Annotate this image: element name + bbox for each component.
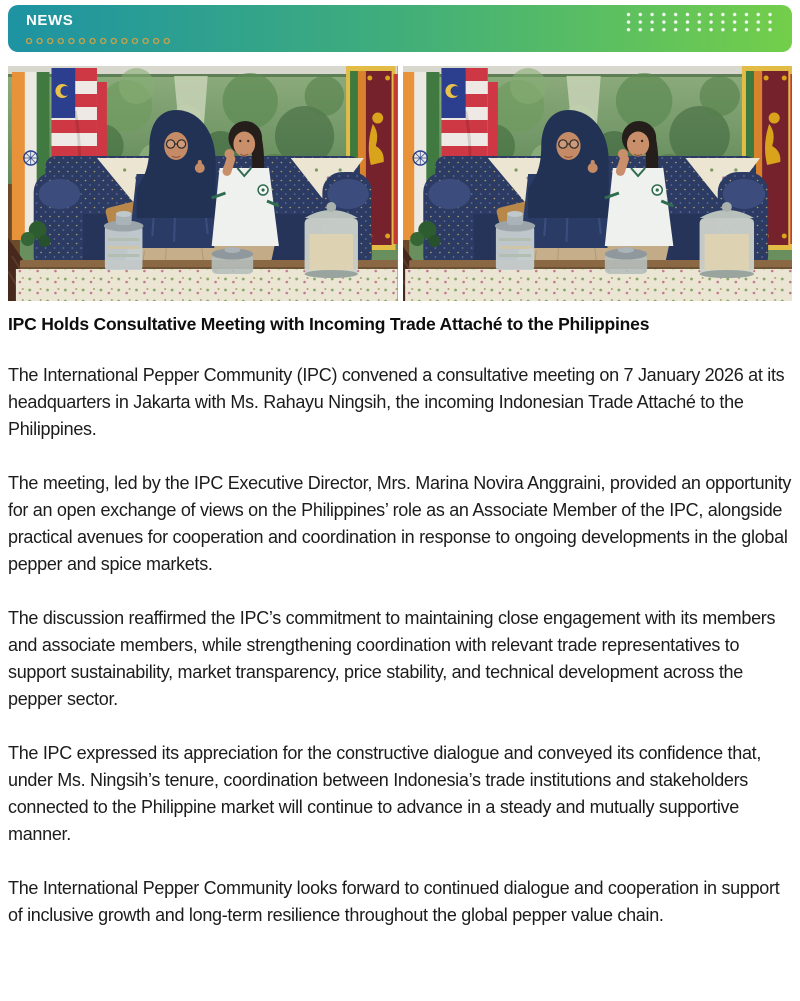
banner-ring-dots (24, 36, 174, 46)
meeting-photo-left (8, 66, 398, 301)
article-paragraph-5: The International Pepper Community looks forward to continued dialogue and cooperation in support of inclusive growth and long-term resilience throughout the global pepper value chain. (8, 878, 780, 925)
article-paragraph-1: The International Pepper Community (IPC) convened a consultative meeting on 7 January 2026 at its headquarters in Jakarta with Ms. Rahayu Ningsih, the incoming Indonesian Trade Attaché to the Philippines. (8, 365, 785, 439)
news-article (0, 313, 800, 929)
banner-dot-grid (626, 12, 778, 35)
news-banner (8, 5, 792, 52)
article-headline: IPC Holds Consultative Meeting with Incoming Trade Attaché to the Philippines (8, 314, 650, 334)
photo-row (8, 66, 792, 301)
article-paragraph-4: The IPC expressed its appreciation for the constructive dialogue and conveyed its confidence that, under Ms. Ningsih’s tenure, coordination between Indonesia’s trade institutions and stakeholders connected to the Philippine market will continue to advance in a steady and mutually supportive manner. (8, 743, 762, 844)
article-paragraph-3: The discussion reaffirmed the IPC’s commitment to maintaining close engagement with its members and associate members, while strengthening coordination with relevant trade representatives to support sustainability, market transparency, price stability, and technical development across the pepper sector. (8, 608, 776, 709)
news-banner-label: NEWS (26, 12, 74, 29)
article-paragraph-2: The meeting, led by the IPC Executive Director, Mrs. Marina Novira Anggraini, provided an opportunity for an open exchange of views on the Philippines’ role as an Associate Member of the IPC, alongside practical avenues for cooperation and coordination in response to ongoing developments in the global pepper and spice markets. (8, 473, 792, 574)
meeting-photo-right (403, 66, 793, 301)
